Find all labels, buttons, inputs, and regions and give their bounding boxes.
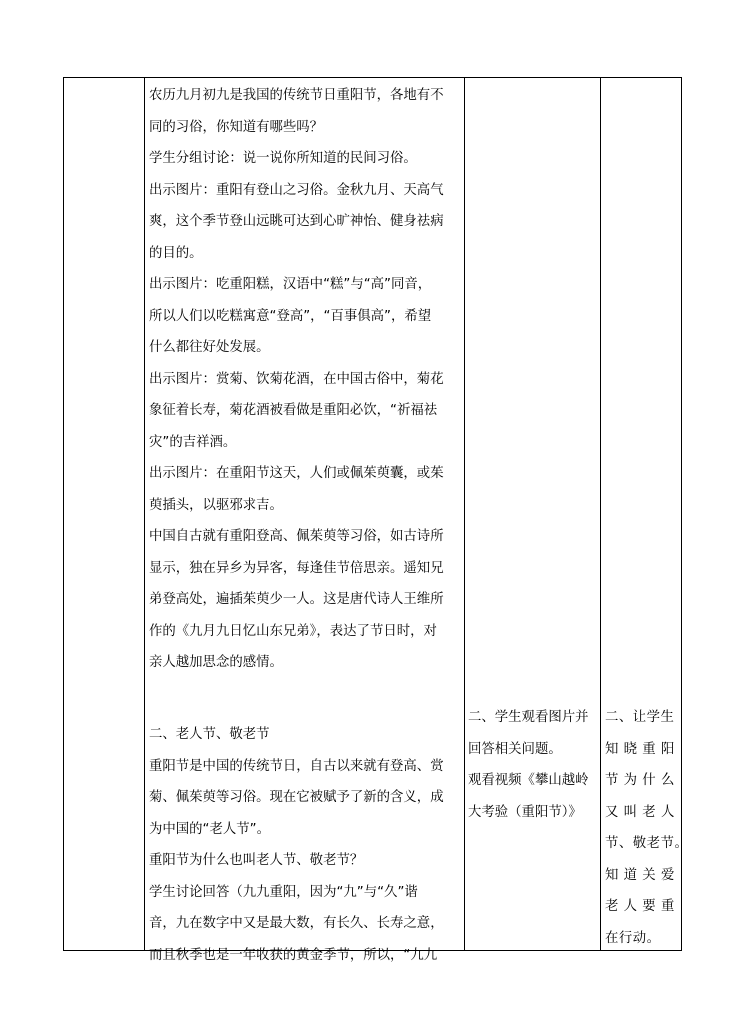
text-line: 萸插头，以驱邪求吉。 xyxy=(149,497,283,513)
text-line: 农历九月初九是我国的传统节日重阳节，各地有不 xyxy=(149,88,444,103)
text-line: 中国自古就有重阳登高、佩茱萸等习俗，如古诗所 xyxy=(149,529,444,544)
text-line: 又 叫 老 人 xyxy=(605,804,675,820)
text-line: 学生分组讨论：说一说你所知道的民间习俗。 xyxy=(149,151,417,166)
text-line: 出示图片：吃重阳糕，汉语中“糕”与“高”同音， xyxy=(149,277,432,292)
text-line: 象征着长寿，菊花酒被看做是重阳必饮，“祈福祛 xyxy=(149,403,438,418)
text-line: 知 道 关 爱 xyxy=(605,867,675,883)
text-line: 的目的。 xyxy=(149,245,203,261)
text-line: 大考验（重阳节）》 xyxy=(468,804,582,820)
text-line: 为中国的“老人节”。 xyxy=(149,821,270,837)
text-line: 出示图片：重阳有登山之习俗。金秋九月、天高气 xyxy=(149,182,444,198)
text-line: 亲人越加思念的感情。 xyxy=(149,655,283,670)
section-heading: 二、老人节、敬老节 xyxy=(149,727,270,742)
text-line: 弟登高处，遍插茱萸少一人。这是唐代诗人王维所 xyxy=(149,592,444,607)
text-line: 知 晓 重 阳 xyxy=(605,741,675,757)
column-divider xyxy=(600,78,601,950)
lesson-table xyxy=(63,77,689,963)
text-line: 音，九在数字中又是最大数，有长久、长寿之意， xyxy=(149,916,444,931)
text-line: 同的习俗，你知道有哪些吗？ xyxy=(149,119,324,135)
text-line: 节 为 什 么 xyxy=(605,773,675,788)
text-line: 什么都往好处发展。 xyxy=(149,340,270,355)
text-line: 显示，独在异乡为异客，每逢佳节倍思亲。遥知兄 xyxy=(149,560,444,576)
column-divider xyxy=(464,78,465,950)
text-line: 重阳节是中国的传统节日，自古以来就有登高、赏 xyxy=(149,758,444,774)
text-line: 学生讨论回答（九九重阳，因为“九”与“久”谐 xyxy=(149,884,418,900)
text-line: 重阳节为什么也叫老人节、敬老节？ xyxy=(149,853,364,868)
text-line: 老 人 要 重 xyxy=(605,899,675,914)
student-activity-column xyxy=(468,702,595,828)
text-line: 在行动。 xyxy=(605,930,661,946)
text-line: 灾”的吉祥酒。 xyxy=(149,434,237,450)
text-line: 出示图片：赏菊、饮菊花酒，在中国古俗中，菊花 xyxy=(149,371,444,387)
teaching-content-column xyxy=(149,78,461,971)
text-line: 作的《九月九日忆山东兄弟》，表达了节日时，对 xyxy=(149,623,437,639)
text-line: 回答相关问题。 xyxy=(468,741,562,757)
text-line: 二、学生观看图片并 xyxy=(468,710,589,725)
design-intent-column xyxy=(605,702,689,954)
text-line: 出示图片：在重阳节这天，人们或佩茱萸囊，或茱 xyxy=(149,466,444,481)
text-line: 观看视频《攀山越岭 xyxy=(468,773,589,788)
text-line: 二、让学生 xyxy=(605,710,675,725)
column-divider xyxy=(144,78,145,950)
text-line: 爽，这个季节登山远眺可达到心旷神怡、健身祛病 xyxy=(149,214,444,229)
text-line: 菊、佩茱萸等习俗。现在它被赋予了新的含义，成 xyxy=(149,790,444,805)
text-line: 所以人们以吃糕寓意“登高”，“百事俱高”，希望 xyxy=(149,308,432,324)
text-line: 而且秋季也是一年收获的黄金季节，所以，“九九 xyxy=(149,947,438,963)
text-line: 节、敬老节。 xyxy=(605,836,689,851)
